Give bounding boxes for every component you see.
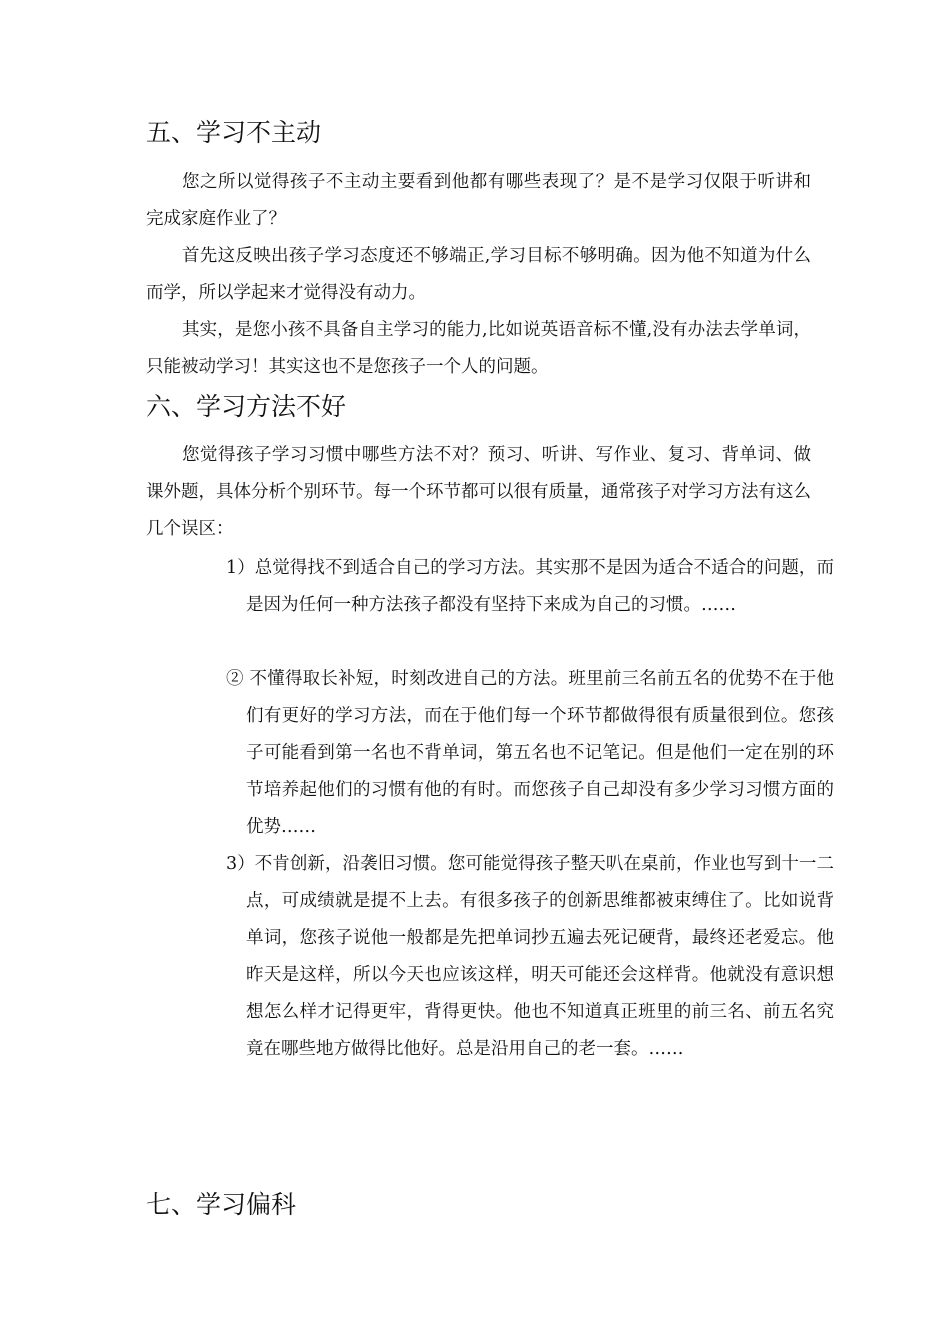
paragraph: 您觉得孩子学习习惯中哪些方法不对？预习、听讲、写作业、复习、背单词、做课外题，具体分析个别环节。每一个环节都可以很有质量，通常孩子对学习方法有这么几个误区： xyxy=(146,445,811,539)
list-item: 3）不肯创新，沿袭旧习惯。您可能觉得孩子整天叭在桌前，作业也写到十一二点，可成绩就是提不上去。有很多孩子的创新思维都被束缚住了。比如说背单词，您孩子说他一般都是先把单词抄五遍去死记硬背，最终还老爱忘。他昨天是这样，所以今天也应该这样，明天可能还会这样背。他就没有意识想想怎么样才记得更牢，背得更快。他也不知道真正班里的前三名、前五名究竟在哪些地方做得比他好。总是沿用自己的老一套。…… xyxy=(226,854,834,1059)
section-title-5: 五、学习不主动 xyxy=(146,118,322,147)
paragraph: 您之所以觉得孩子不主动主要看到他都有哪些表现了？是不是学习仅限于听讲和完成家庭作业了？ xyxy=(146,172,811,229)
list-item: 1）总觉得找不到适合自己的学习方法。其实那不是因为适合不适合的问题，而是因为任何一种方法孩子都没有坚持下来成为自己的习惯。…… xyxy=(226,558,834,615)
section-title-6: 六、学习方法不好 xyxy=(146,392,347,421)
list-item: ② 不懂得取长补短，时刻改进自己的方法。班里前三名前五名的优势不在于他们有更好的学习方法，而在于他们每一个环节都做得很有质量很到位。您孩子可能看到第一名也不背单词，第五名也不记笔记。但是他们一定在别的环节培养起他们的习惯有他的有时。而您孩子自己却没有多少学习习惯方面的优势…… xyxy=(226,669,834,837)
section-title-7: 七、学习偏科 xyxy=(146,1190,297,1219)
paragraph: 其实，是您小孩不具备自主学习的能力,比如说英语音标不懂,没有办法去学单词，只能被动学习！其实这也不是您孩子一个人的问题。 xyxy=(146,320,811,377)
paragraph: 首先这反映出孩子学习态度还不够端正,学习目标不够明确。因为他不知道为什么而学，所以学起来才觉得没有动力。 xyxy=(146,246,811,303)
